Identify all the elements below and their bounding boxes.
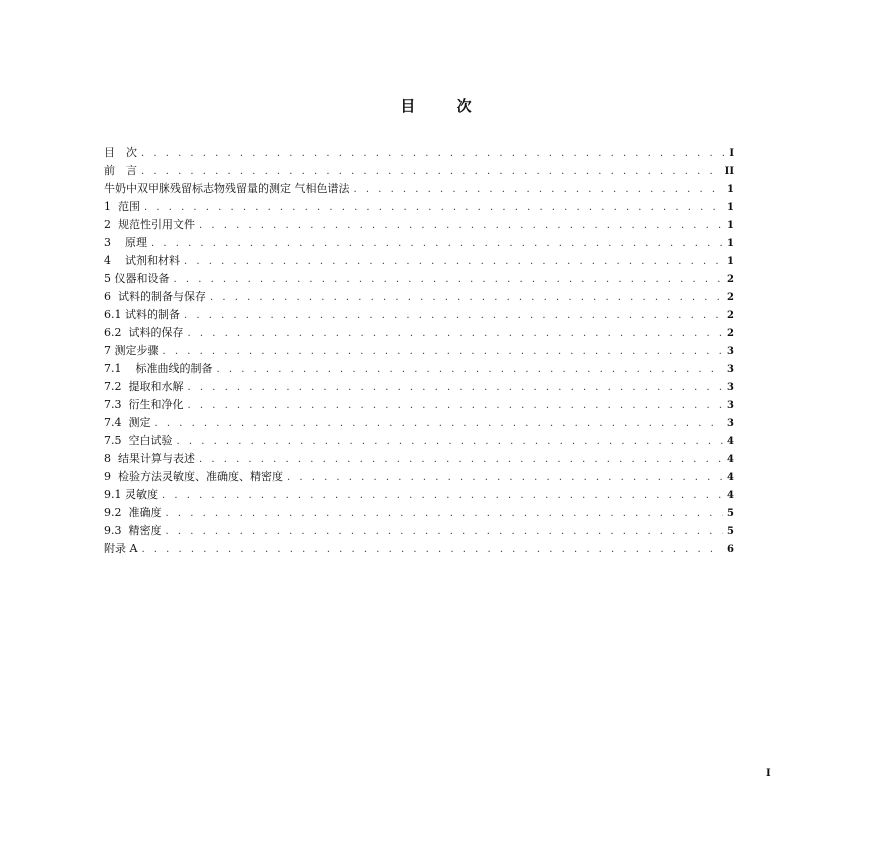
toc-leader-dots <box>216 361 723 379</box>
toc-entry-3[interactable] <box>104 234 734 252</box>
toc-entry-label: 9.2 准确度 <box>104 506 162 519</box>
toc-entry-foreword[interactable] <box>104 162 734 180</box>
toc-entry-label: 7.5 空白试验 <box>104 434 173 447</box>
toc-leader-dots <box>199 451 723 469</box>
toc-leader-dots <box>162 487 723 505</box>
toc-entry-page: 3 <box>727 364 734 375</box>
toc-entry-9[interactable] <box>104 468 734 486</box>
toc-entry-label: 目 次 <box>104 146 137 159</box>
toc-entry-label: 3 原理 <box>104 236 147 249</box>
toc-leader-dots <box>141 145 725 163</box>
toc-entry-page: 3 <box>727 346 734 357</box>
toc-entry-label: 5 仪器和设备 <box>104 272 170 285</box>
toc-entry-page: 6 <box>727 544 734 555</box>
toc-entry-page: 3 <box>727 382 734 393</box>
toc-entry-label: 7 测定步骤 <box>104 344 159 357</box>
toc-entry-label: 6 试料的制备与保存 <box>104 290 206 303</box>
toc-entry-9-2[interactable] <box>104 504 734 522</box>
toc-leader-dots <box>166 505 724 523</box>
toc-entry-label: 6.2 试料的保存 <box>104 326 184 339</box>
toc-entry-page: 3 <box>727 418 734 429</box>
toc-leader-dots <box>155 415 724 433</box>
toc-entry-label: 7.2 提取和水解 <box>104 380 184 393</box>
toc-entry-page: 1 <box>727 202 734 213</box>
toc-entry-page: 2 <box>727 274 734 285</box>
toc-entry-page: 2 <box>727 310 734 321</box>
toc-leader-dots <box>144 199 723 217</box>
toc-entry-page: I <box>729 148 734 159</box>
toc-entry-page: 1 <box>727 220 734 231</box>
toc-entry-page: II <box>724 166 734 177</box>
toc-leader-dots <box>354 181 724 199</box>
toc-entry-label: 7.1 标准曲线的制备 <box>104 362 213 375</box>
toc-leader-dots <box>166 523 724 541</box>
toc-entry-page: 1 <box>727 238 734 249</box>
toc-entry-label: 6.1 试料的制备 <box>104 308 180 321</box>
toc-entry-label: 7.3 衍生和净化 <box>104 398 184 411</box>
toc-entry-label: 1 范围 <box>104 200 140 213</box>
toc-entry-page: 4 <box>727 436 734 447</box>
toc-entry-page: 4 <box>727 472 734 483</box>
toc-entry-6-1[interactable] <box>104 306 734 324</box>
toc-entry-label: 4 试剂和材料 <box>104 254 180 267</box>
toc-leader-dots <box>188 379 724 397</box>
toc-entry-label: 附录 A <box>104 542 138 555</box>
toc-entry-label: 9.1 灵敏度 <box>104 488 158 501</box>
toc-entry-8[interactable] <box>104 450 734 468</box>
toc-entry-7[interactable] <box>104 342 734 360</box>
toc-entry-6[interactable] <box>104 288 734 306</box>
toc-entry-label: 前 言 <box>104 164 137 177</box>
toc-entry-1[interactable] <box>104 198 734 216</box>
toc-entry-contents[interactable] <box>104 144 734 162</box>
toc-leader-dots <box>184 253 723 271</box>
toc-entry-6-2[interactable] <box>104 324 734 342</box>
toc-entry-appendix-a[interactable] <box>104 540 734 558</box>
toc-leader-dots <box>177 433 724 451</box>
toc-entry-7-4[interactable] <box>104 414 734 432</box>
toc-entry-label: 7.4 测定 <box>104 416 151 429</box>
toc-leader-dots <box>188 325 724 343</box>
toc-entry-standard-title[interactable] <box>104 180 734 198</box>
toc-leader-dots <box>163 343 724 361</box>
toc-leader-dots <box>141 541 723 559</box>
toc-entry-9-1[interactable] <box>104 486 734 504</box>
footer-page-number: I <box>766 768 771 779</box>
toc-leader-dots <box>141 163 721 181</box>
toc-entry-4[interactable] <box>104 252 734 270</box>
toc-entry-page: 1 <box>727 256 734 267</box>
toc-entry-page: 4 <box>727 454 734 465</box>
toc-entry-page: 4 <box>727 490 734 501</box>
toc-leader-dots <box>174 271 724 289</box>
toc-entry-5[interactable] <box>104 270 734 288</box>
toc-entry-7-1[interactable] <box>104 360 734 378</box>
toc-entry-label: 2 规范性引用文件 <box>104 218 195 231</box>
toc-entry-page: 3 <box>727 400 734 411</box>
toc-entry-7-3[interactable] <box>104 396 734 414</box>
toc-leader-dots <box>210 289 723 307</box>
toc-entry-9-3[interactable] <box>104 522 734 540</box>
toc-leader-dots <box>151 235 723 253</box>
toc-entry-page: 5 <box>727 508 734 519</box>
page-title: 目 次 <box>400 97 490 115</box>
toc-leader-dots <box>287 469 723 487</box>
toc-leader-dots <box>184 307 723 325</box>
toc-entry-label: 牛奶中双甲脒残留标志物残留量的测定 气相色谱法 <box>104 182 350 195</box>
toc-entry-7-2[interactable] <box>104 378 734 396</box>
table-of-contents <box>104 144 734 558</box>
toc-entry-page: 5 <box>727 526 734 537</box>
toc-entry-page: 1 <box>727 184 734 195</box>
toc-entry-label: 9 检验方法灵敏度、准确度、精密度 <box>104 470 283 483</box>
toc-entry-2[interactable] <box>104 216 734 234</box>
toc-entry-page: 2 <box>727 292 734 303</box>
toc-leader-dots <box>199 217 723 235</box>
toc-entry-label: 9.3 精密度 <box>104 524 162 537</box>
toc-entry-page: 2 <box>727 328 734 339</box>
toc-entry-label: 8 结果计算与表述 <box>104 452 195 465</box>
toc-entry-7-5[interactable] <box>104 432 734 450</box>
toc-leader-dots <box>188 397 724 415</box>
